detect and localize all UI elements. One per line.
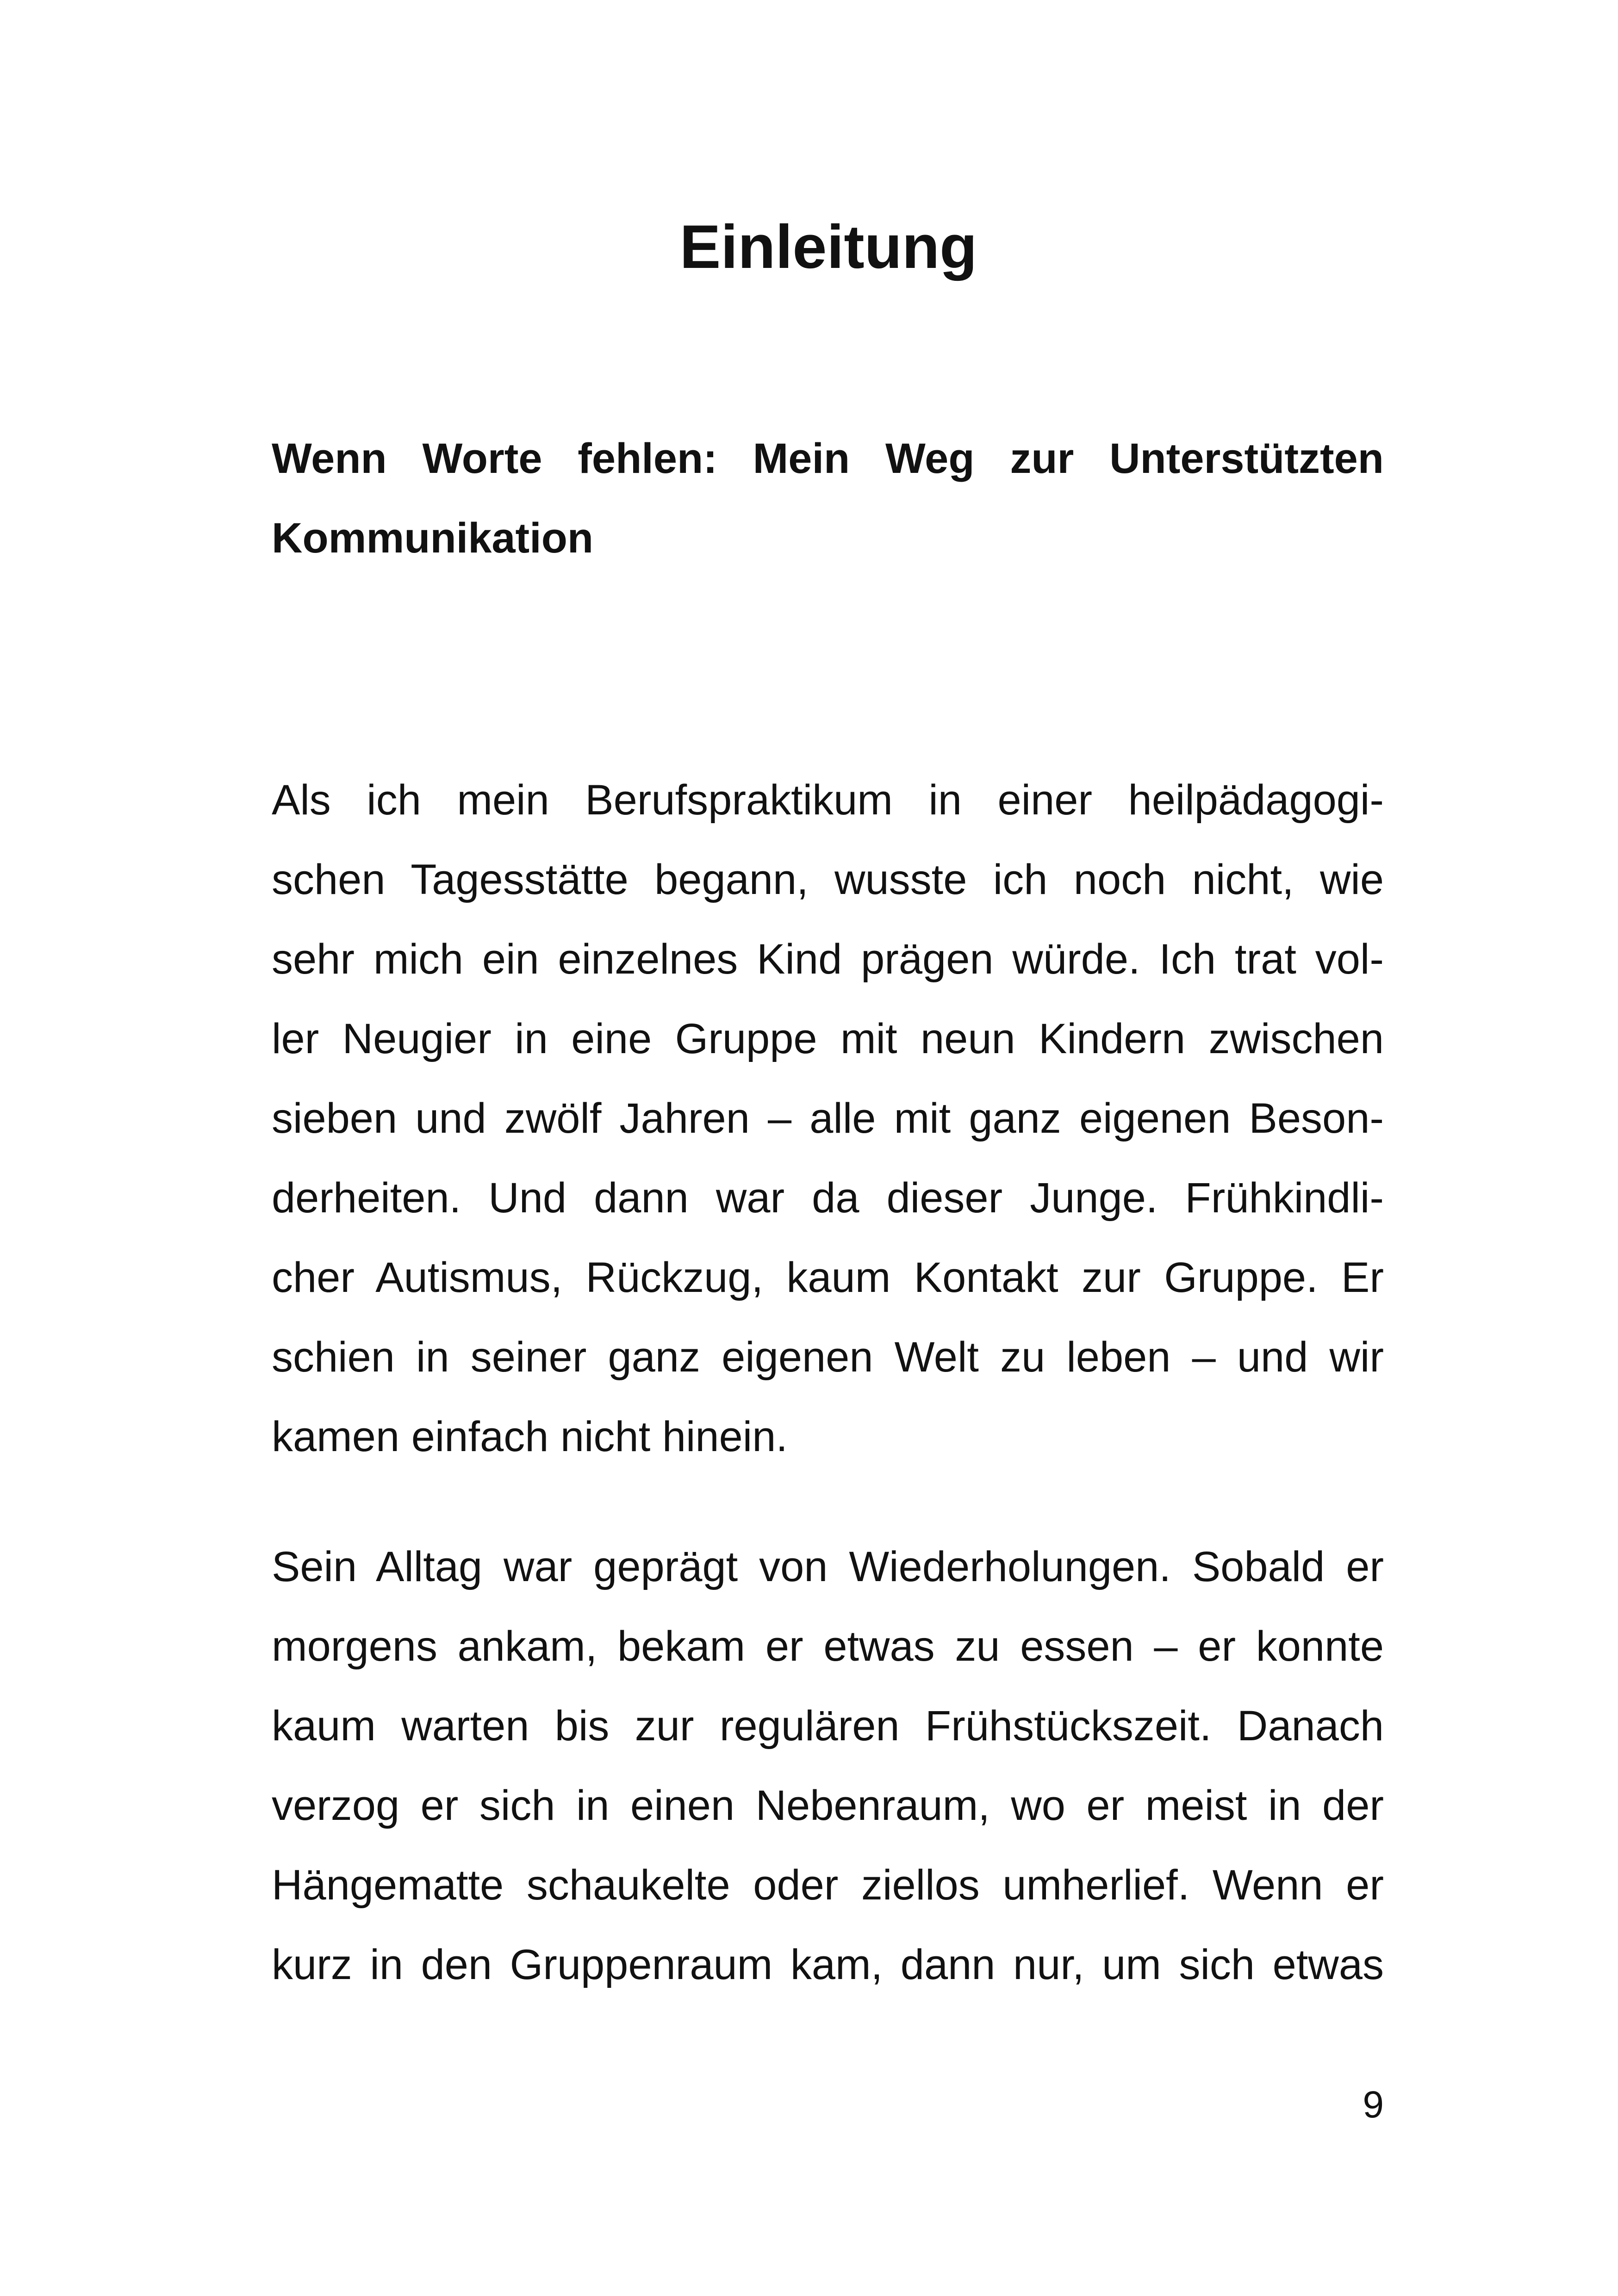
text-line: Hängematte schaukelte oder ziellos umherlief. Wenn er bbox=[272, 1862, 1384, 1909]
section-heading bbox=[272, 419, 1384, 578]
section-heading-line: Wenn Worte fehlen: Mein Weg zur Unterstützten bbox=[272, 435, 1384, 482]
text-line: kurz in den Gruppenraum kam, dann nur, um sich etwas bbox=[272, 1941, 1384, 1988]
text-line: Als ich mein Berufspraktikum in einer heilpädagogi- bbox=[272, 776, 1384, 824]
text-line: verzog er sich in einen Nebenraum, wo er meist in der bbox=[272, 1782, 1384, 1829]
text-line: kamen einfach nicht hinein. bbox=[272, 1413, 788, 1460]
chapter-title: Einleitung bbox=[679, 213, 977, 281]
text-line: morgens ankam, bekam er etwas zu essen – er konnte bbox=[272, 1623, 1384, 1670]
text-line: Sein Alltag war geprägt von Wiederholungen. Sobald er bbox=[272, 1543, 1384, 1590]
paragraph bbox=[272, 760, 1384, 1477]
page-number: 9 bbox=[1363, 2084, 1384, 2126]
text-line: schen Tagesstätte begann, wusste ich noch nicht, wie bbox=[272, 856, 1384, 903]
text-line: sehr mich ein einzelnes Kind prägen würde. Ich trat vol- bbox=[272, 936, 1384, 983]
paragraph bbox=[272, 1527, 1384, 2004]
text-line: kaum warten bis zur regulären Frühstückszeit. Danach bbox=[272, 1702, 1384, 1750]
section-heading-line: Kommunikation bbox=[272, 515, 594, 562]
text-line: schien in seiner ganz eigenen Welt zu leben – und wir bbox=[272, 1334, 1384, 1381]
text-line: ler Neugier in eine Gruppe mit neun Kindern zwischen bbox=[272, 1015, 1384, 1062]
text-line: derheiten. Und dann war da dieser Junge. Frühkindli- bbox=[272, 1174, 1384, 1222]
text-line: sieben und zwölf Jahren – alle mit ganz eigenen Beson- bbox=[272, 1095, 1384, 1142]
text-line: cher Autismus, Rückzug, kaum Kontakt zur Gruppe. Er bbox=[272, 1254, 1384, 1301]
